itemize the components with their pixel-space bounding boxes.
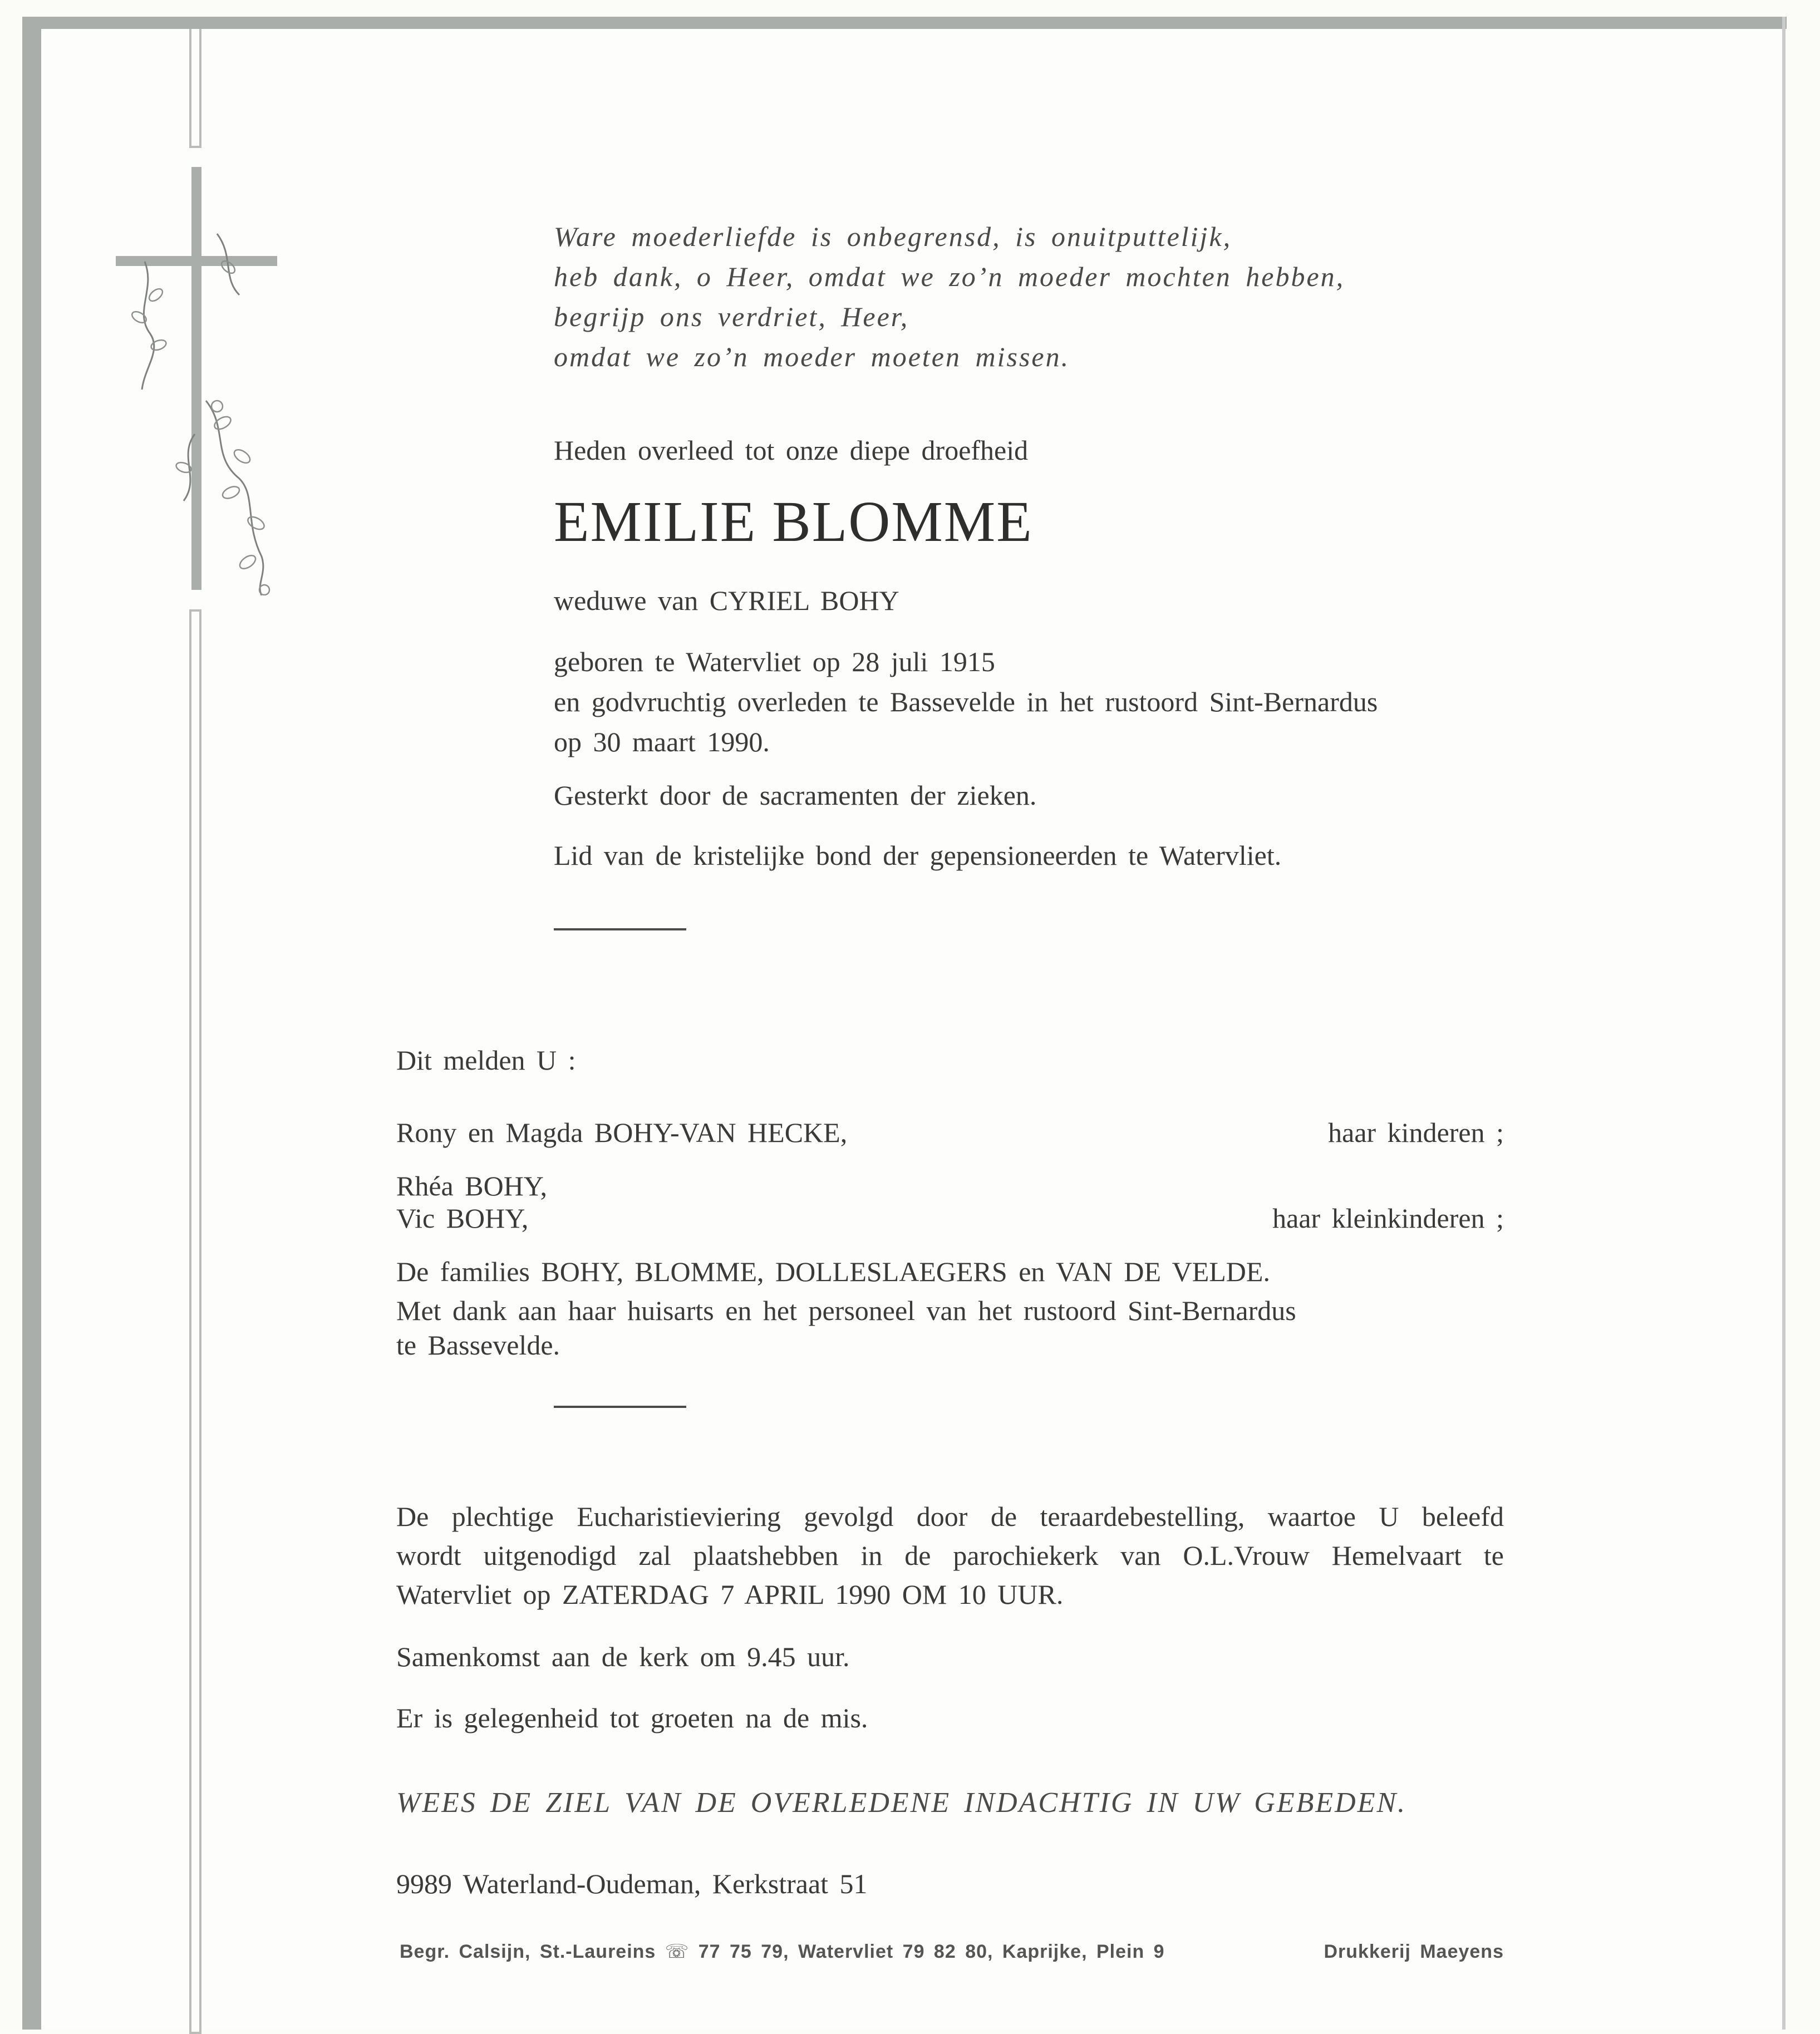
funeral-line-2: wordt uitgenodigd zal plaatshebben in de parochiekerk van O.L.Vrouw Hemelvaart te bbox=[396, 1540, 1504, 1571]
greeting-line: Er is gelegenheid tot groeten na de mis. bbox=[396, 1702, 868, 1733]
death-line: en godvruchtig overleden te Bassevelde in het rustoord Sint-Bernardus bbox=[554, 686, 1378, 717]
undertaker-footer: Begr. Calsijn, St.-Laureins ☏ 77 75 79, Watervliet 79 82 80, Kaprijke, Plein 9 bbox=[400, 1941, 1165, 1962]
card-frame-left bbox=[22, 17, 41, 2030]
cross-with-vine-icon bbox=[111, 167, 289, 595]
sacraments-line: Gesterkt door de sacramenten der zieken. bbox=[554, 780, 1037, 811]
death-date-line: op 30 maart 1990. bbox=[554, 726, 770, 757]
funeral-line-3: Watervliet op ZATERDAG 7 APRIL 1990 OM 10 UUR. bbox=[396, 1579, 1064, 1610]
grandchild-2: Vic BOHY, bbox=[396, 1203, 529, 1234]
poem-line-4: omdat we zo’n moeder moeten missen. bbox=[554, 341, 1070, 372]
widow-of: weduwe van CYRIEL BOHY bbox=[554, 585, 899, 616]
children-names: Rony en Magda BOHY-VAN HECKE, bbox=[396, 1117, 848, 1148]
poem-line-2: heb dank, o Heer, omdat we zo’n moeder mochten hebben, bbox=[554, 261, 1345, 292]
families-line: De families BOHY, BLOMME, DOLLESLAEGERS en VAN DE VELDE. bbox=[396, 1256, 1270, 1287]
poem-line-1: Ware moederliefde is onbegrensd, is onuitputtelijk, bbox=[554, 221, 1232, 252]
thanks-line-2: te Bassevelde. bbox=[396, 1329, 560, 1361]
membership-line: Lid van de kristelijke bond der gepensioneerden te Watervliet. bbox=[554, 840, 1282, 871]
birth-line: geboren te Watervliet op 28 juli 1915 bbox=[554, 646, 995, 677]
vertical-rule-bottom bbox=[189, 609, 201, 2034]
gathering-line: Samenkomst aan de kerk om 9.45 uur. bbox=[396, 1641, 850, 1672]
card-frame-right bbox=[1782, 17, 1785, 2030]
funeral-line-1: De plechtige Eucharistieviering gevolgd door de teraardebestelling, waartoe U beleefd bbox=[396, 1501, 1504, 1532]
vertical-rule-top bbox=[189, 29, 201, 148]
prayer-line: WEES DE ZIEL VAN DE OVERLEDENE INDACHTIG IN UW GEBEDEN. bbox=[396, 1787, 1407, 1819]
address-line: 9989 Waterland-Oudeman, Kerkstraat 51 bbox=[396, 1868, 868, 1899]
divider-rule-2 bbox=[554, 1406, 686, 1408]
printer-footer: Drukkerij Maeyens bbox=[1324, 1941, 1504, 1962]
announcement: Heden overleed tot onze diepe droefheid bbox=[554, 435, 1029, 466]
grandchildren-role: haar kleinkinderen ; bbox=[1272, 1203, 1504, 1234]
mourners-intro: Dit melden U : bbox=[396, 1045, 576, 1076]
thanks-line-1: Met dank aan haar huisarts en het personeel van het rustoord Sint-Bernardus bbox=[396, 1295, 1296, 1326]
card-sheet bbox=[41, 29, 1782, 2030]
children-role: haar kinderen ; bbox=[1328, 1117, 1504, 1148]
deceased-name: EMILIE BLOMME bbox=[554, 490, 1033, 554]
grandchild-1: Rhéa BOHY, bbox=[396, 1170, 547, 1201]
divider-rule-1 bbox=[554, 928, 686, 930]
poem-line-3: begrijp ons verdriet, Heer, bbox=[554, 301, 909, 332]
card-frame-top bbox=[22, 17, 1787, 29]
